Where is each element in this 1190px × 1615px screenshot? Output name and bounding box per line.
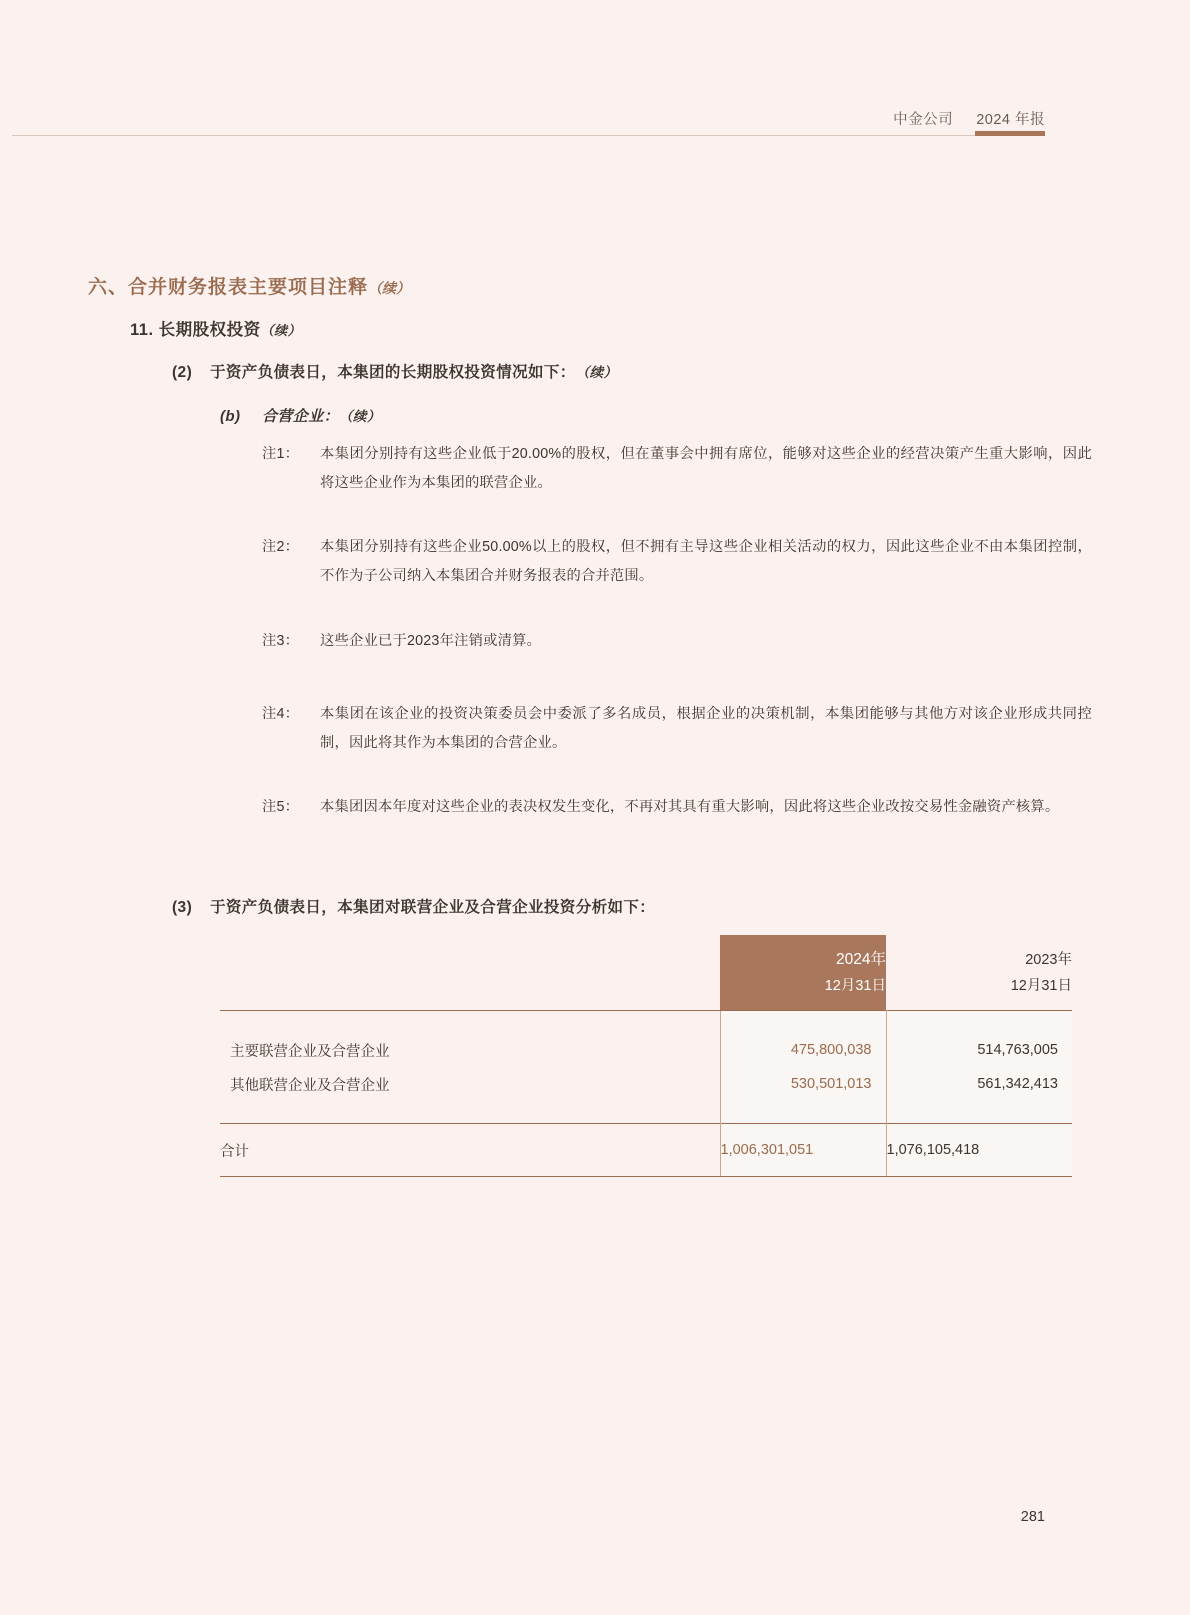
note-item	[262, 440, 1092, 498]
table-rule-label	[220, 1011, 720, 1034]
row-label: 其他联营企业及合营企业	[230, 1077, 390, 1094]
subsection-b-text: 合营企业：	[262, 408, 340, 425]
table-spacer-label	[220, 1101, 720, 1124]
section-title	[88, 272, 410, 299]
section-title-text: 六、合并财务报表主要项目注释	[88, 277, 369, 298]
subsection-3-heading	[172, 895, 655, 917]
table-header-row	[220, 935, 1072, 1011]
subsection-3-number: (3)	[172, 899, 193, 916]
item-11-title: 长期股权投资	[158, 321, 261, 339]
table-header-2024	[720, 935, 886, 1011]
note-text: 本集团因本年度对这些企业的表决权发生变化，不再对其具有重大影响，因此将这些企业改按交易性金融资产核算。	[320, 799, 1060, 815]
section-title-continued: （续）	[368, 280, 411, 296]
header-report: 2024 年报	[976, 112, 1045, 128]
table-header-2023-date: 12月31日	[1010, 977, 1072, 994]
row-value-2023: 514,763,005	[886, 1033, 1072, 1067]
header-rule	[12, 135, 1045, 136]
table-rule-2024	[720, 1011, 886, 1034]
item-11-continued: （续）	[260, 323, 302, 338]
table-header-2024-year: 2024年	[836, 950, 886, 968]
table-row	[220, 1067, 1072, 1101]
note-item	[262, 700, 1092, 758]
subsection-2-continued: （续）	[575, 365, 618, 380]
table-header-2024-date: 12月31日	[824, 977, 886, 994]
table-rule-2023	[886, 1011, 1072, 1034]
total-value-2023: 1,076,105,418	[886, 1124, 1072, 1177]
table-spacer-2024	[720, 1101, 886, 1124]
note-item	[262, 533, 1092, 591]
header-text	[893, 108, 1045, 129]
table-spacer-row	[220, 1011, 1072, 1034]
total-label: 合计	[220, 1124, 720, 1177]
note-label: 注4：	[262, 706, 300, 722]
note-text: 本集团分别持有这些企业50.00%以上的股权，但不拥有主导这些企业相关活动的权力，因此这些企业不由本集团控制，不作为子公司纳入本集团合并财务报表的合并范围。	[320, 539, 1092, 584]
header-company: 中金公司	[893, 112, 954, 128]
note-text: 这些企业已于2023年注销或清算。	[320, 633, 542, 649]
subsection-b-number: (b)	[220, 408, 241, 425]
note-item	[262, 627, 1092, 656]
item-11-number: 11.	[130, 321, 154, 339]
note-label: 注1：	[262, 446, 300, 462]
note-text: 本集团分别持有这些企业低于20.00%的股权，但在董事会中拥有席位，能够对这些企业的经营决策产生重大影响，因此将这些企业作为本集团的联营企业。	[320, 446, 1092, 491]
subsection-2-text: 于资产负债表日，本集团的长期股权投资情况如下：	[210, 364, 576, 381]
subsection-2-heading	[172, 360, 617, 382]
note-label: 注2：	[262, 539, 300, 555]
table-total-row	[220, 1124, 1072, 1177]
total-value-2024: 1,006,301,051	[720, 1124, 886, 1177]
subsection-b-heading	[220, 405, 381, 426]
header-rule-accent	[975, 131, 1045, 136]
row-label: 主要联营企业及合营企业	[230, 1043, 390, 1060]
subsection-3-text: 于资产负债表日，本集团对联营企业及合营企业投资分析如下：	[210, 899, 656, 916]
table-header-blank	[220, 935, 720, 1011]
investment-analysis-table	[220, 935, 1072, 1177]
note-text: 本集团在该企业的投资决策委员会中委派了多名成员，根据企业的决策机制，本集团能够与其他方对该企业形成共同控制，因此将其作为本集团的合营企业。	[320, 706, 1092, 751]
page-number: 281	[1020, 1509, 1045, 1525]
row-value-2024: 475,800,038	[720, 1033, 886, 1067]
table-spacer-2023	[886, 1101, 1072, 1124]
item-11-heading	[130, 316, 301, 340]
subsection-b-continued: （续）	[339, 409, 381, 424]
row-value-2023: 561,342,413	[886, 1067, 1072, 1101]
subsection-2-number: (2)	[172, 364, 193, 381]
table-spacer-row	[220, 1101, 1072, 1124]
note-label: 注3：	[262, 633, 300, 649]
table-header-2023	[886, 935, 1072, 1011]
table-header-2023-year: 2023年	[1025, 951, 1072, 968]
row-value-2024: 530,501,013	[720, 1067, 886, 1101]
note-item	[262, 793, 1092, 822]
running-header	[0, 100, 1190, 144]
table-row	[220, 1033, 1072, 1067]
note-label: 注5：	[262, 799, 300, 815]
